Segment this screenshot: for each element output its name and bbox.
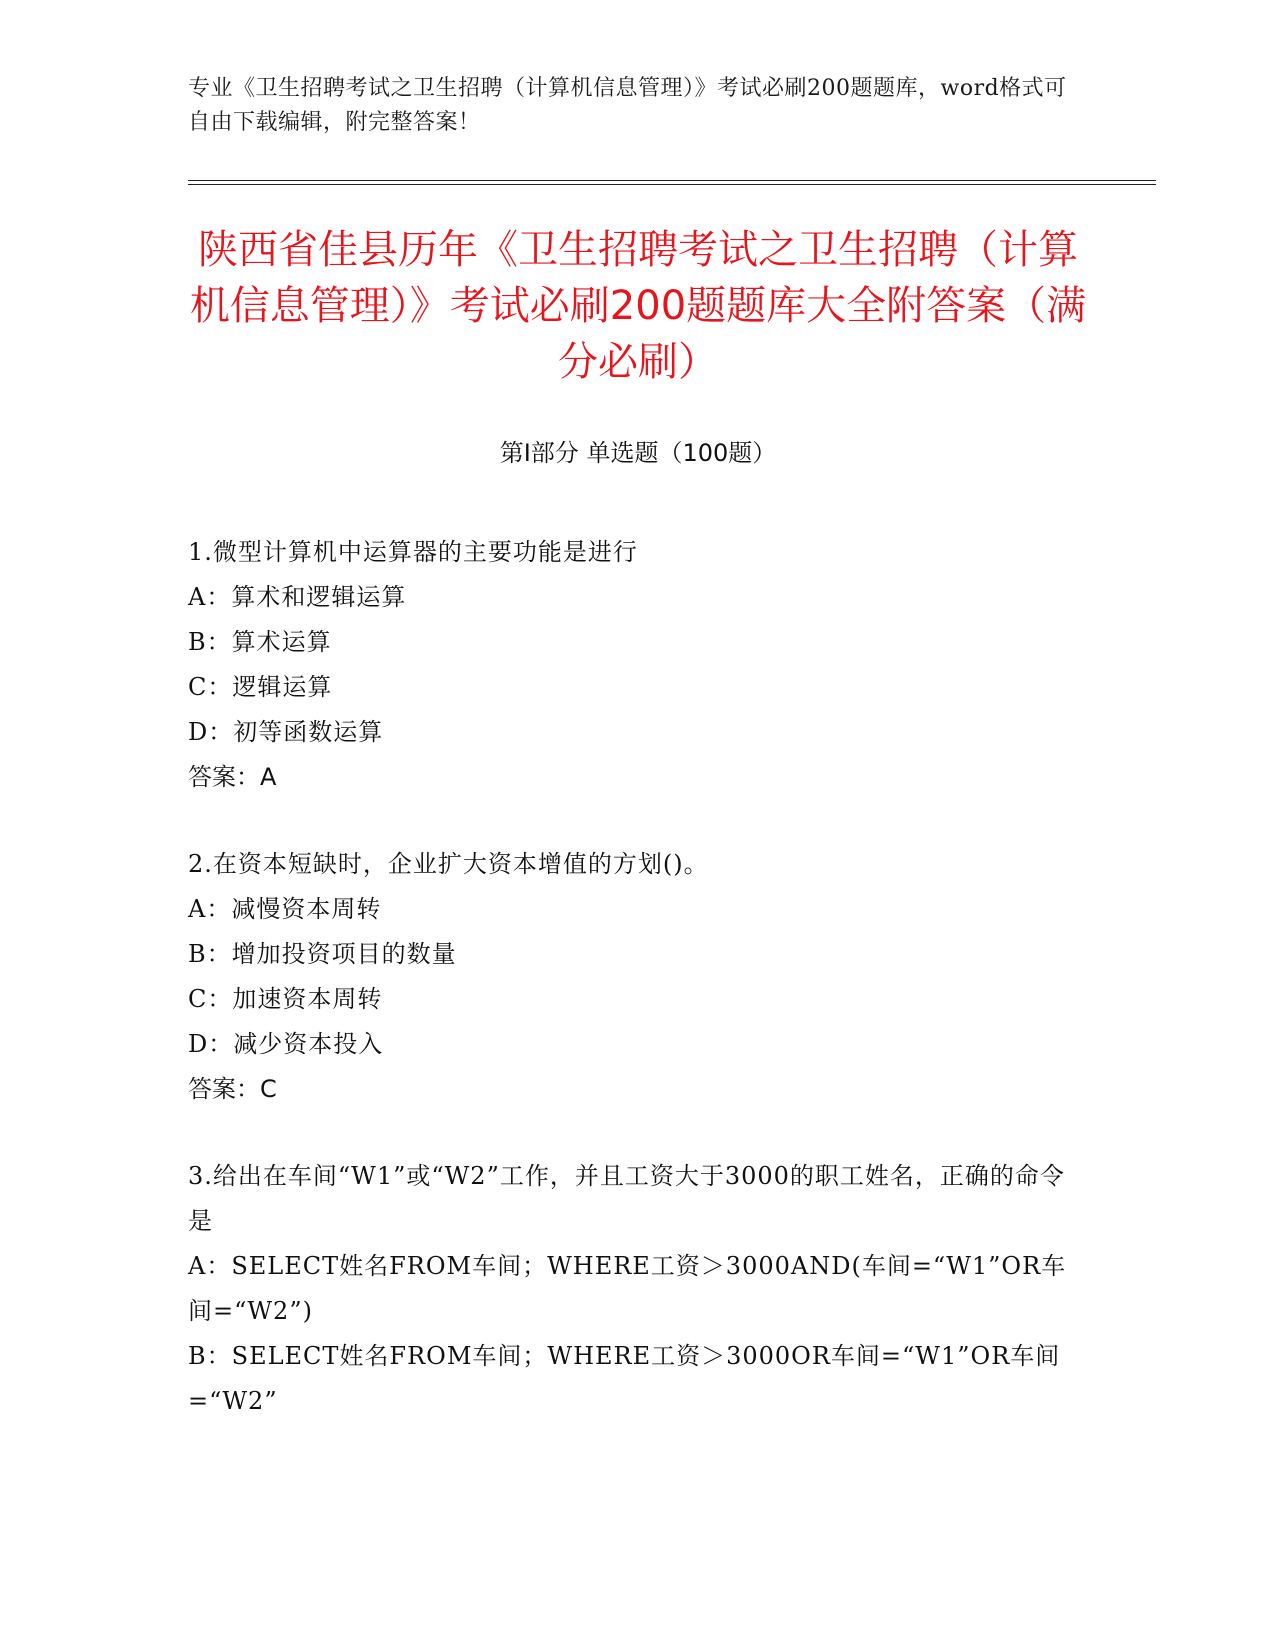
section-title: 第Ⅰ部分 单选题（100题）	[499, 439, 777, 467]
option-b: B：算术运算	[188, 628, 332, 656]
header-divider	[188, 180, 1156, 185]
option-b: B：SELECT姓名FROM车间；WHERE工资＞3000OR车间=“W1”OR车间=“W2”	[188, 1342, 1061, 1415]
option-d: D：初等函数运算	[188, 718, 384, 746]
header-note: 专业《卫生招聘考试之卫生招聘（计算机信息管理）》考试必刷200题题库，word格式可自由下载编辑，附完整答案！	[188, 76, 1067, 135]
question-2	[188, 842, 1088, 1112]
question-stem: 3.给出在车间“W1”或“W2”工作，并且工资大于3000的职工姓名，正确的命令是	[188, 1162, 1065, 1235]
question-stem: 1.微型计算机中运算器的主要功能是进行	[188, 538, 638, 566]
option-b: B：增加投资项目的数量	[188, 940, 457, 968]
option-d: D：减少资本投入	[188, 1030, 384, 1058]
question-1	[188, 530, 1088, 800]
option-a: A：减慢资本周转	[188, 895, 382, 923]
document-title: 陕西省佳县历年《卫生招聘考试之卫生招聘（计算机信息管理）》考试必刷200题题库大全附答案（满分必刷）	[189, 227, 1087, 385]
option-c: C：逻辑运算	[188, 673, 333, 701]
question-stem: 2.在资本短缺时，企业扩大资本增值的方划()。	[188, 850, 709, 878]
question-3	[188, 1154, 1088, 1424]
option-c: C：加速资本周转	[188, 985, 383, 1013]
answer-line: 答案：A	[188, 763, 277, 791]
answer-line: 答案：C	[188, 1075, 277, 1103]
question-list	[188, 530, 1088, 1466]
option-a: A：SELECT姓名FROM车间；WHERE工资＞3000AND(车间=“W1”OR车间=“W2”)	[188, 1252, 1067, 1325]
option-a: A：算术和逻辑运算	[188, 583, 407, 611]
